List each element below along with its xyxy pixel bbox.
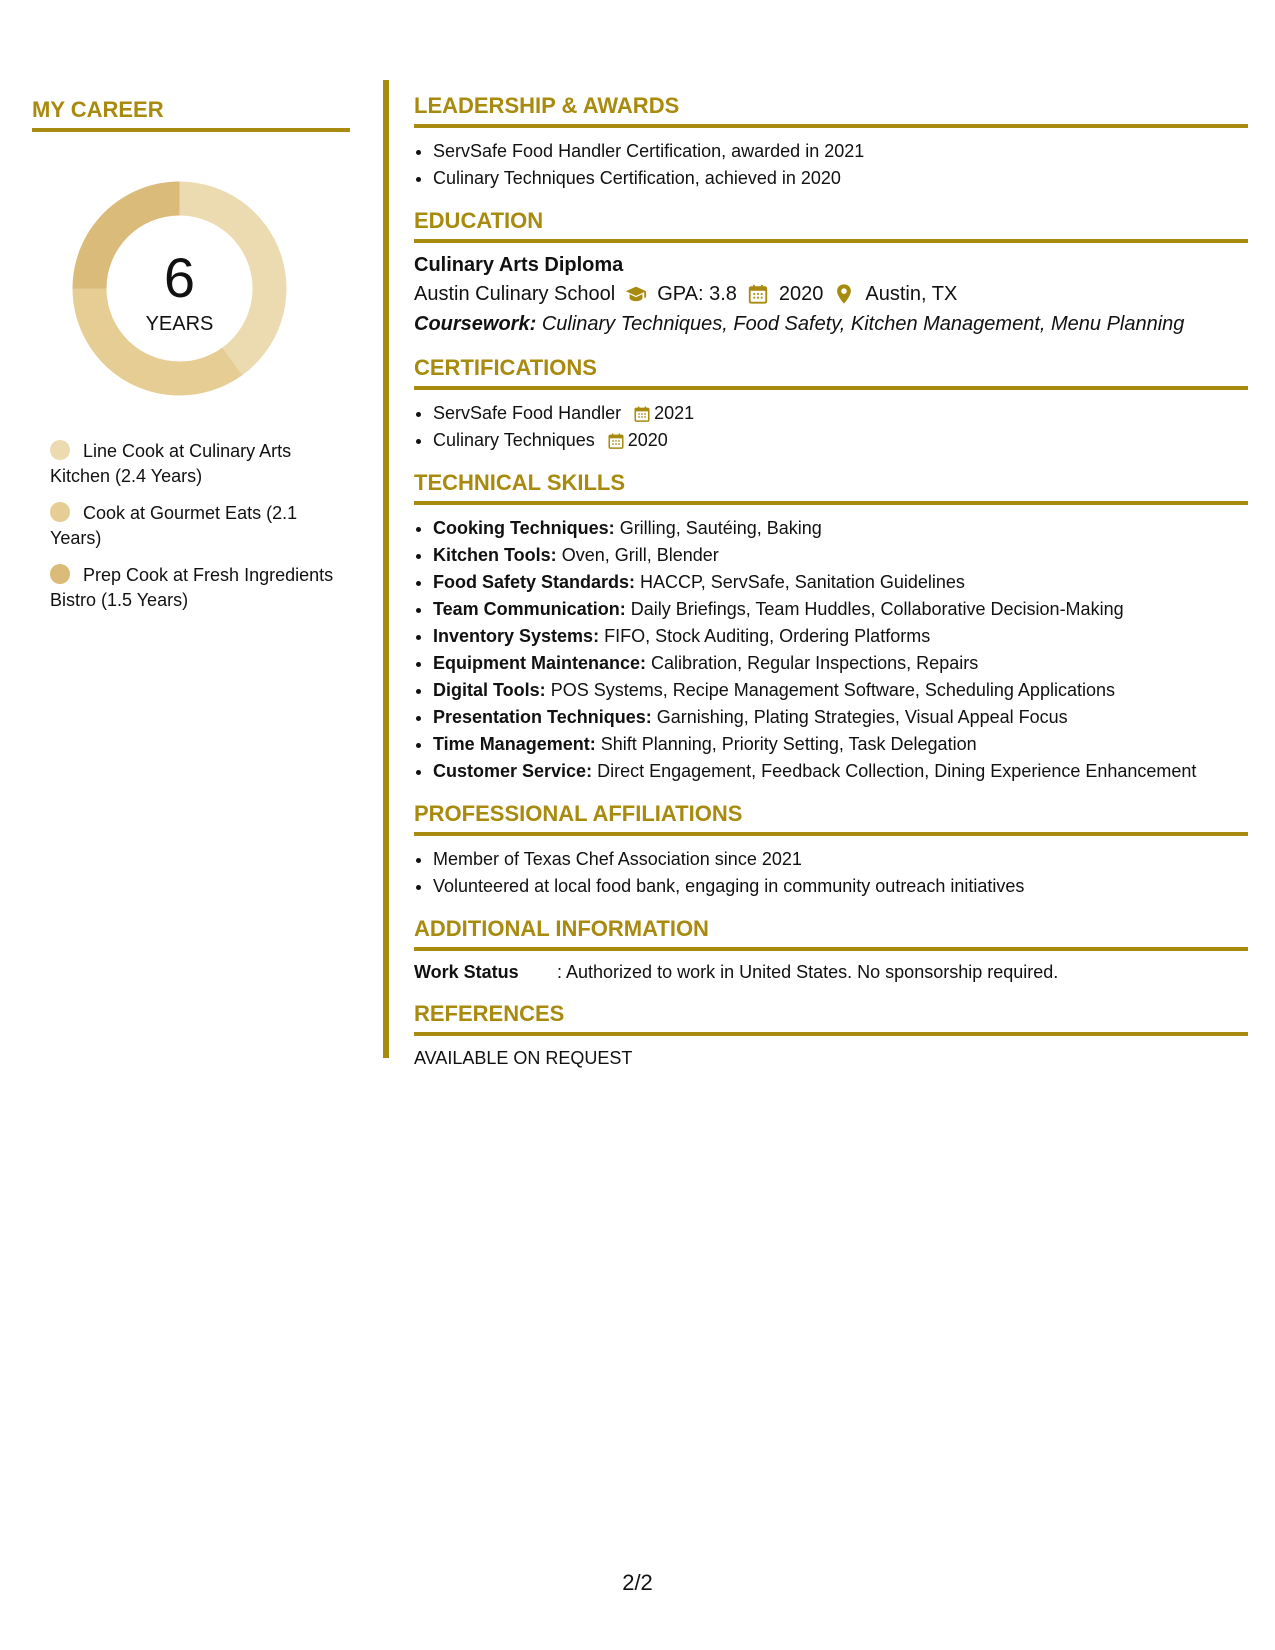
skill-value: Calibration, Regular Inspections, Repairs [651, 653, 979, 673]
skill-value: FIFO, Stock Auditing, Ordering Platforms [604, 626, 931, 646]
list-item [433, 400, 1248, 427]
skill-label: Presentation Techniques: [433, 707, 652, 727]
skill-label: Digital Tools: [433, 680, 546, 700]
skill-label: Inventory Systems: [433, 626, 600, 646]
legend-item [50, 563, 350, 613]
skill-label: Time Management: [433, 734, 596, 754]
location-pin-icon [833, 283, 855, 305]
education-degree: Culinary Arts Diploma [414, 254, 624, 276]
donut-number: 6 [163, 246, 196, 309]
cert-name: • ServSafe Food Handler [433, 403, 622, 423]
education-gpa: GPA: 3.8 [657, 283, 737, 305]
list-item: • Volunteered at local food bank, engaging in community outreach initiatives [433, 873, 1248, 900]
leadership-title: LEADERSHIP & AWARDS [414, 92, 1248, 128]
certifications-title: CERTIFICATIONS [414, 354, 1248, 390]
skill-label: Cooking Techniques: [433, 518, 615, 538]
donut-center [67, 176, 292, 401]
list-item: • Member of Texas Chef Association since 2021 [433, 846, 1248, 873]
work-status-row [414, 959, 1248, 985]
education-details [414, 279, 1248, 309]
legend-label: Line Cook at Culinary Arts Kitchen (2.4 Years) [50, 441, 292, 486]
education-year: 2020 [778, 283, 824, 305]
list-item [433, 677, 1248, 704]
education-section [414, 207, 1248, 339]
legend-item [50, 501, 350, 551]
skill-label: Kitchen Tools: [433, 545, 557, 565]
work-status-label: Work Status [414, 962, 519, 982]
skill-label: Equipment Maintenance: [433, 653, 647, 673]
list-item [433, 596, 1248, 623]
cert-name: • Culinary Techniques [433, 430, 595, 450]
skill-value: Direct Engagement, Feedback Collection, Dining Experience Enhancement [597, 761, 1197, 781]
additional-title: ADDITIONAL INFORMATION [414, 915, 1248, 951]
cert-year: 2020 [627, 430, 668, 450]
skill-value: Shift Planning, Priority Setting, Task Delegation [600, 734, 977, 754]
skill-value: HACCP, ServSafe, Sanitation Guidelines [640, 572, 965, 592]
list-item [433, 569, 1248, 596]
career-donut [67, 176, 292, 401]
skills-title: TECHNICAL SKILLS [414, 469, 1248, 505]
cert-row [433, 400, 694, 427]
education-school: Austin Culinary School [414, 283, 616, 305]
cert-row [433, 427, 668, 454]
career-title: MY CAREER [32, 96, 350, 132]
main-column [414, 92, 1248, 1086]
skill-label: Team Communication: [433, 599, 626, 619]
affiliations-list [414, 846, 1248, 900]
donut-unit: YEARS [145, 313, 214, 335]
skills-list [414, 515, 1248, 785]
coursework-value: Culinary Techniques, Food Safety, Kitchen Management, Menu Planning [541, 313, 1185, 335]
skill-value: Daily Briefings, Team Huddles, Collaborative Decision-Making [630, 599, 1124, 619]
list-item [433, 758, 1248, 785]
work-status-value: : Authorized to work in United States. No sponsorship required. [557, 962, 1059, 982]
column-divider [383, 80, 389, 1058]
legend-dot [50, 502, 70, 522]
skill-value: POS Systems, Recipe Management Software, Scheduling Applications [550, 680, 1115, 700]
affiliations-title: PROFESSIONAL AFFILIATIONS [414, 800, 1248, 836]
education-coursework [414, 309, 1248, 339]
skill-value: Garnishing, Plating Strategies, Visual Appeal Focus [656, 707, 1068, 727]
skill-value: Grilling, Sautéing, Baking [619, 518, 822, 538]
calendar-icon [633, 405, 651, 423]
education-title: EDUCATION [414, 207, 1248, 243]
certifications-list [414, 400, 1248, 454]
legend-item [50, 439, 350, 489]
references-title: REFERENCES [414, 1000, 1248, 1036]
skill-label: Customer Service: [433, 761, 593, 781]
career-legend [32, 439, 350, 613]
calendar-icon [607, 432, 625, 450]
legend-label: Prep Cook at Fresh Ingredients Bistro (1.5 Years) [50, 565, 334, 610]
career-column [32, 96, 350, 625]
legend-dot [50, 564, 70, 584]
education-location: Austin, TX [865, 283, 958, 305]
skills-section [414, 469, 1248, 785]
list-item [433, 427, 1248, 454]
list-item [433, 704, 1248, 731]
list-item: • ServSafe Food Handler Certification, awarded in 2021 [433, 138, 1248, 165]
skill-value: Oven, Grill, Blender [561, 545, 719, 565]
leadership-section [414, 92, 1248, 192]
references-section [414, 1000, 1248, 1071]
references-text: AVAILABLE ON REQUEST [414, 1048, 633, 1068]
coursework-label: Coursework: [414, 313, 537, 335]
cert-year: 2021 [654, 403, 695, 423]
list-item [433, 515, 1248, 542]
leadership-list [414, 138, 1248, 192]
legend-label: Cook at Gourmet Eats (2.1 Years) [50, 503, 298, 548]
legend-dot [50, 440, 70, 460]
additional-section [414, 915, 1248, 985]
list-item [433, 542, 1248, 569]
skill-label: Food Safety Standards: [433, 572, 636, 592]
graduation-cap-icon [625, 283, 647, 305]
list-item [433, 650, 1248, 677]
page-number: 2/2 [622, 1570, 653, 1595]
certifications-section [414, 354, 1248, 454]
list-item [433, 623, 1248, 650]
calendar-icon [747, 283, 769, 305]
affiliations-section [414, 800, 1248, 900]
list-item [433, 731, 1248, 758]
list-item: • Culinary Techniques Certification, achieved in 2020 [433, 165, 1248, 192]
